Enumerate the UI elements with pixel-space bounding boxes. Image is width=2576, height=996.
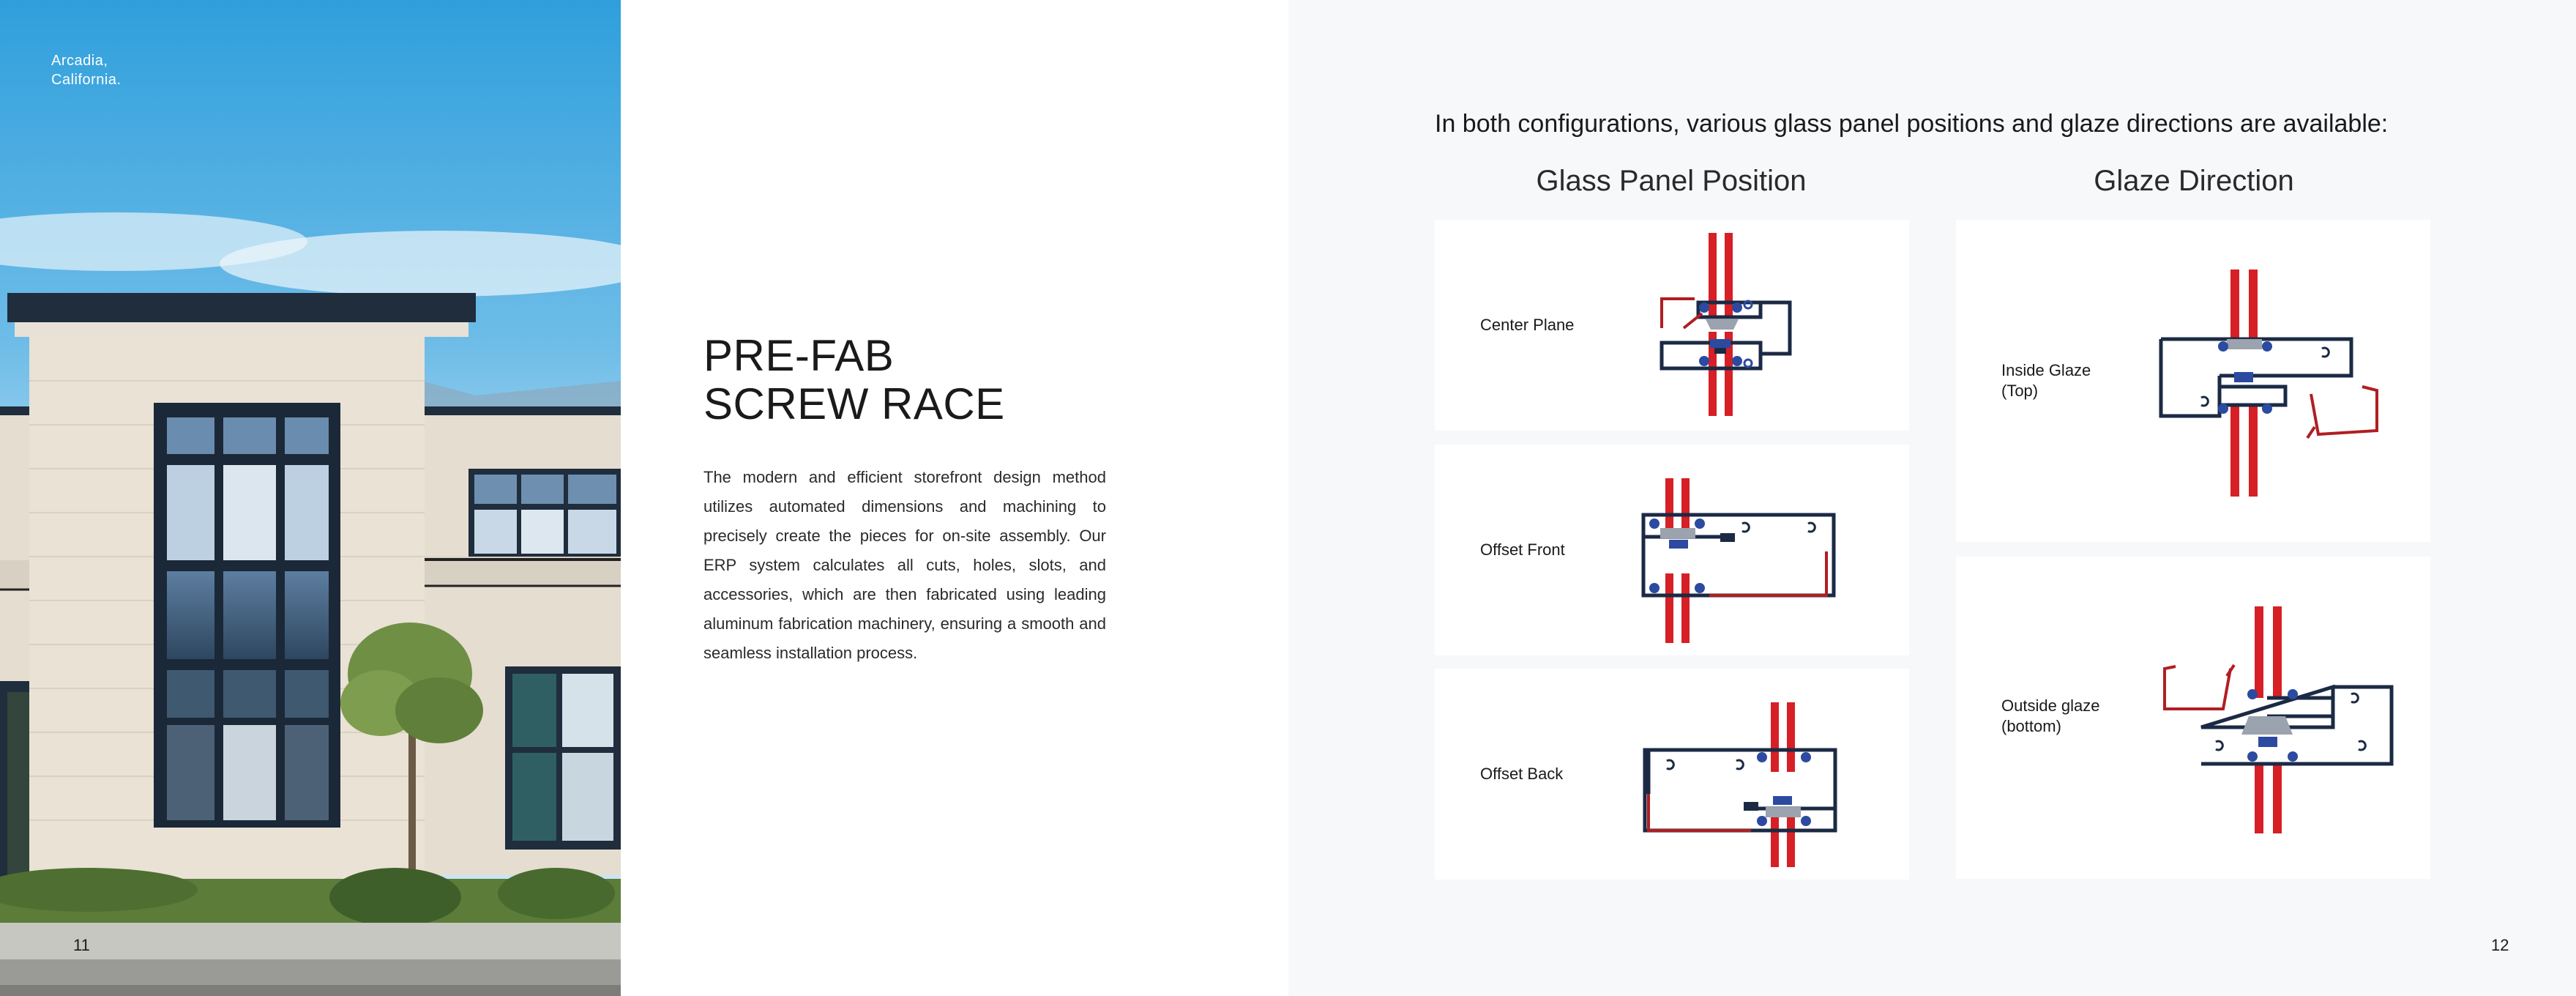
card-offset-front	[1435, 445, 1909, 655]
option-label-line2: (bottom)	[2001, 717, 2061, 735]
photo-location-caption	[51, 51, 122, 89]
feature-title	[703, 332, 1005, 428]
option-label-line1: Outside glaze	[2001, 696, 2100, 715]
outside-glaze-diagram-icon	[2161, 606, 2395, 833]
card-inside-glaze	[1956, 220, 2430, 542]
option-label: Center Plane	[1480, 316, 1575, 334]
building-photo	[0, 0, 621, 996]
card-offset-back	[1435, 669, 1909, 880]
glass-panel-position-heading: Glass Panel Position	[1536, 165, 1807, 197]
center-plane-diagram-icon	[1654, 233, 1830, 416]
glaze-direction-heading: Glaze Direction	[2094, 165, 2294, 197]
option-label: Offset Back	[1480, 765, 1564, 783]
caption-state: California.	[51, 72, 122, 88]
page-number-right: 12	[2491, 936, 2509, 954]
option-label-line1: Inside Glaze	[2001, 361, 2091, 379]
inside-glaze-diagram-icon	[2157, 270, 2392, 497]
offset-front-diagram-icon	[1640, 478, 1837, 643]
option-label: Offset Front	[1480, 540, 1565, 559]
option-label-line2: (Top)	[2001, 382, 2039, 400]
feature-body: The modern and efficient storefront design method utilizes automated dimensions and machining to precisely create the pieces for on-site assembly. Our ERP system calculates all cuts, holes, slots, and accessories, which are then fabricated using leading aluminum fabrication machinery, ensuring a smooth and seamless installation process.	[703, 468, 1106, 662]
configurations-intro: In both configurations, various glass panel positions and glaze directions are available:	[1435, 110, 2389, 138]
offset-back-diagram-icon	[1641, 702, 1839, 867]
feature-page	[621, 0, 1288, 996]
option-label	[2001, 696, 2100, 737]
page-number-left: 11	[73, 936, 90, 954]
feature-title-line2: SCREW RACE	[703, 379, 1005, 428]
option-label	[2001, 360, 2091, 401]
card-outside-glaze	[1956, 557, 2430, 879]
feature-title-line1: PRE-FAB	[703, 331, 895, 380]
card-center-plane	[1435, 220, 1909, 431]
caption-city: Arcadia,	[51, 53, 108, 69]
